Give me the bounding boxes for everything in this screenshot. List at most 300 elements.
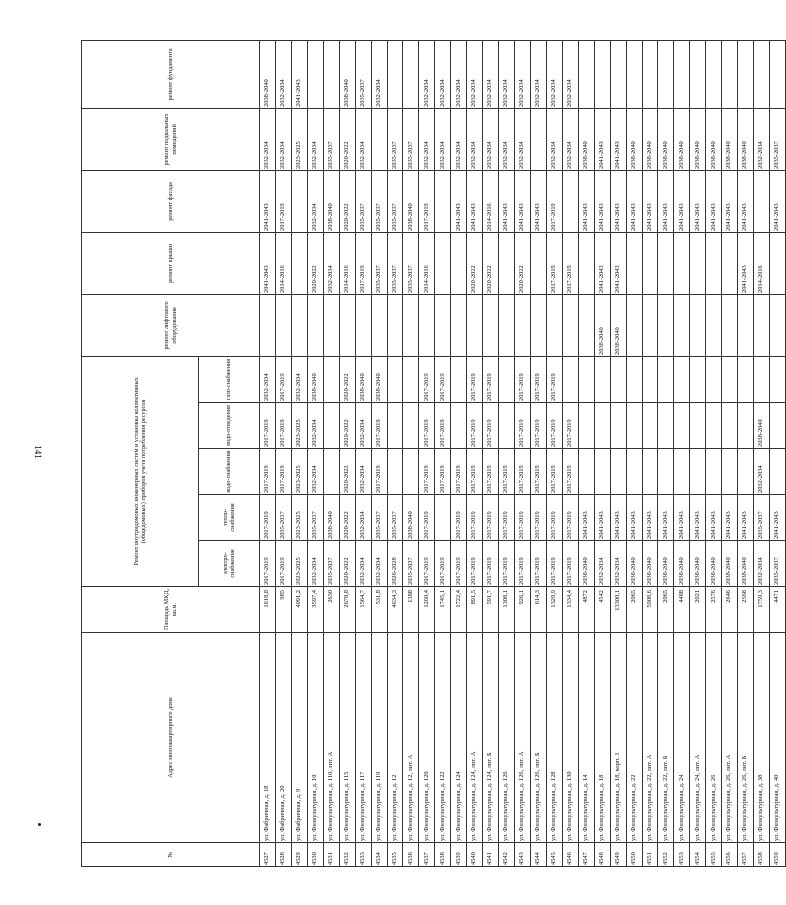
table-row <box>738 40 754 866</box>
cell-area: 591,7 <box>483 587 499 633</box>
table-row <box>578 40 594 866</box>
cell-electric: 2032-2034 <box>307 541 323 587</box>
cell-foundation: 2032-2034 <box>371 40 387 108</box>
cell-facade: 2038-2040 <box>323 170 339 232</box>
cell-num: 4531 <box>323 843 339 867</box>
cell-sewer <box>674 403 690 449</box>
cell-heat: 2041-2043 <box>626 495 642 541</box>
cell-gas: 2032-2034 <box>260 356 276 402</box>
cell-basement: 2038-2040 <box>690 108 706 170</box>
cell-foundation: 2032-2034 <box>275 40 291 108</box>
cell-roof: 2017-2019 <box>562 232 578 294</box>
cell-num: 4546 <box>562 843 578 867</box>
cell-sewer: 2017-2019 <box>260 403 276 449</box>
cell-foundation <box>706 40 722 108</box>
cell-heat: 2023-2025 <box>291 495 307 541</box>
cell-heat: 2038-2040 <box>323 495 339 541</box>
cell-sewer: 2017-2019 <box>546 403 562 449</box>
cell-electric: 2035-2037 <box>403 541 419 587</box>
cell-foundation: 2032-2034 <box>546 40 562 108</box>
cell-basement: 2038-2040 <box>658 108 674 170</box>
table-row <box>451 40 467 866</box>
cell-area: 1564,7 <box>355 587 371 633</box>
cell-address: ул. Физкультурная, д. 24 <box>674 633 690 843</box>
cell-facade: 2017-2019 <box>419 170 435 232</box>
cell-elevator <box>515 294 531 356</box>
cell-facade: 2014-2016 <box>483 170 499 232</box>
cell-foundation <box>658 40 674 108</box>
cell-num: 4545 <box>546 843 562 867</box>
cell-electric: 2017-2019 <box>546 541 562 587</box>
cell-heat: 2035-2037 <box>307 495 323 541</box>
header-foundation: ремонт фундамента <box>82 40 260 108</box>
cell-facade: 2041-2043 <box>690 170 706 232</box>
cell-water <box>403 449 419 495</box>
cell-elevator <box>578 294 594 356</box>
cell-heat: 2041-2043 <box>722 495 738 541</box>
cell-roof <box>451 232 467 294</box>
cell-water: 2017-2019 <box>562 449 578 495</box>
cell-roof <box>435 232 451 294</box>
cell-num: 4543 <box>515 843 531 867</box>
cell-roof: 2041-2043 <box>260 232 276 294</box>
cell-heat: 2017-2019 <box>419 495 435 541</box>
cell-area: 13300,1 <box>610 587 626 633</box>
cell-num: 4532 <box>339 843 355 867</box>
cell-gas <box>323 356 339 402</box>
cell-heat: 2041-2043 <box>658 495 674 541</box>
cell-elevator <box>530 294 546 356</box>
cell-address: ул. Физкультурная, д. 22 <box>626 633 642 843</box>
cell-water: 2032-2034 <box>307 449 323 495</box>
cell-num: 4554 <box>690 843 706 867</box>
cell-facade: 2041-2043 <box>578 170 594 232</box>
bullet-mark <box>38 823 41 826</box>
cell-water <box>323 449 339 495</box>
cell-num: 4557 <box>738 843 754 867</box>
header-address: Адрес многоквартирного дома <box>82 633 260 843</box>
cell-gas <box>722 356 738 402</box>
cell-elevator <box>435 294 451 356</box>
cell-electric: 2017-2019 <box>467 541 483 587</box>
table-row <box>339 40 355 866</box>
cell-num: 4539 <box>451 843 467 867</box>
cell-address: ул. Фабричная, д. 18 <box>260 633 276 843</box>
cell-roof <box>530 232 546 294</box>
cell-heat: 2035-2037 <box>371 495 387 541</box>
cell-electric: 2035-2037 <box>323 541 339 587</box>
cell-elevator <box>339 294 355 356</box>
table-row <box>690 40 706 866</box>
cell-num: 4541 <box>483 843 499 867</box>
cell-facade: 2035-2037 <box>371 170 387 232</box>
cell-elevator <box>355 294 371 356</box>
cell-gas <box>626 356 642 402</box>
cell-basement: 2035-2037 <box>770 108 786 170</box>
cell-electric: 2038-2040 <box>578 541 594 587</box>
cell-elevator <box>483 294 499 356</box>
header-facade: ремонт фасада <box>82 170 260 232</box>
cell-area: 2568 <box>738 587 754 633</box>
cell-heat: 2017-2019 <box>515 495 531 541</box>
cell-elevator <box>291 294 307 356</box>
cell-area: 4471 <box>770 587 786 633</box>
cell-water <box>738 449 754 495</box>
cell-gas <box>578 356 594 402</box>
cell-roof <box>722 232 738 294</box>
cell-sewer <box>451 403 467 449</box>
cell-roof <box>578 232 594 294</box>
table-body <box>260 40 786 866</box>
cell-electric: 2032-2034 <box>754 541 770 587</box>
cell-gas: 2020-2022 <box>339 356 355 402</box>
header-num: № <box>82 843 260 867</box>
table-row <box>610 40 626 866</box>
cell-elevator <box>403 294 419 356</box>
cell-foundation: 2032-2034 <box>562 40 578 108</box>
cell-foundation: 2032-2034 <box>483 40 499 108</box>
cell-num: 4547 <box>578 843 594 867</box>
cell-basement: 2023-2025 <box>291 108 307 170</box>
cell-sewer <box>594 403 610 449</box>
table-row <box>594 40 610 866</box>
cell-electric: 2017-2019 <box>275 541 291 587</box>
cell-address: ул. Физкультурная, д. 12 <box>387 633 403 843</box>
cell-sewer <box>706 403 722 449</box>
cell-sewer: 2023-2025 <box>291 403 307 449</box>
cell-roof: 2041-2043 <box>738 232 754 294</box>
cell-roof <box>642 232 658 294</box>
table-row <box>467 40 483 866</box>
cell-area: 2065 <box>658 587 674 633</box>
table-row <box>275 40 291 866</box>
cell-area: 1759,3 <box>754 587 770 633</box>
cell-sewer <box>690 403 706 449</box>
cell-heat: 2041-2043 <box>690 495 706 541</box>
cell-foundation <box>610 40 626 108</box>
cell-address: ул. Физкультурная, д. 110, лит. А <box>323 633 339 843</box>
cell-elevator <box>371 294 387 356</box>
cell-water <box>594 449 610 495</box>
cell-gas: 2017-2019 <box>515 356 531 402</box>
cell-water: 2017-2019 <box>451 449 467 495</box>
cell-sewer <box>722 403 738 449</box>
cell-elevator <box>260 294 276 356</box>
cell-elevator <box>658 294 674 356</box>
cell-roof: 2020-2022 <box>467 232 483 294</box>
cell-roof: 2041-2043 <box>610 232 626 294</box>
cell-gas: 2017-2019 <box>275 356 291 402</box>
cell-facade: 2041-2043 <box>610 170 626 232</box>
cell-elevator <box>546 294 562 356</box>
cell-gas: 2017-2019 <box>435 356 451 402</box>
cell-heat: 2035-2037 <box>754 495 770 541</box>
cell-water: 2017-2019 <box>499 449 515 495</box>
page-number: 141 <box>32 445 43 459</box>
cell-water: 2020-2022 <box>339 449 355 495</box>
cell-address: ул. Фабричная, д. 20 <box>275 633 291 843</box>
cell-basement: 2020-2022 <box>339 108 355 170</box>
cell-area: 4634,3 <box>387 587 403 633</box>
cell-electric: 2038-2040 <box>738 541 754 587</box>
cell-sewer: 2017-2019 <box>530 403 546 449</box>
cell-sewer: 2017-2019 <box>435 403 451 449</box>
cell-elevator <box>451 294 467 356</box>
table-row <box>323 40 339 866</box>
cell-foundation <box>594 40 610 108</box>
cell-elevator <box>722 294 738 356</box>
cell-sewer <box>626 403 642 449</box>
cell-roof <box>658 232 674 294</box>
cell-num: 4558 <box>754 843 770 867</box>
cell-area: 531,8 <box>371 587 387 633</box>
cell-roof: 2014-2016 <box>419 232 435 294</box>
cell-gas: 2017-2019 <box>530 356 546 402</box>
cell-foundation: 2032-2034 <box>499 40 515 108</box>
cell-sewer: 2017-2019 <box>275 403 291 449</box>
cell-basement: 2035-2037 <box>323 108 339 170</box>
table-row <box>419 40 435 866</box>
cell-basement: 2032-2034 <box>451 108 467 170</box>
cell-sewer <box>738 403 754 449</box>
table-row <box>403 40 419 866</box>
cell-gas <box>387 356 403 402</box>
cell-electric: 2017-2019 <box>451 541 467 587</box>
cell-basement: 2032-2034 <box>515 108 531 170</box>
cell-roof: 2035-2037 <box>387 232 403 294</box>
cell-num: 4529 <box>291 843 307 867</box>
cell-water: 2017-2019 <box>371 449 387 495</box>
cell-facade: 2041-2043 <box>451 170 467 232</box>
cell-gas <box>499 356 515 402</box>
cell-num: 4548 <box>594 843 610 867</box>
cell-gas: 2038-2040 <box>371 356 387 402</box>
cell-foundation <box>690 40 706 108</box>
cell-electric: 2038-2040 <box>706 541 722 587</box>
cell-foundation <box>403 40 419 108</box>
table-row <box>674 40 690 866</box>
cell-gas: 2017-2019 <box>419 356 435 402</box>
cell-address: ул. Физкультурная, д. 119 <box>371 633 387 843</box>
cell-area: 1722,4 <box>451 587 467 633</box>
cell-address: ул. Физкультурная, д. 115 <box>339 633 355 843</box>
cell-gas <box>706 356 722 402</box>
cell-num: 4537 <box>419 843 435 867</box>
cell-sewer: 2017-2019 <box>467 403 483 449</box>
cell-sewer <box>610 403 626 449</box>
cell-electric: 2038-2040 <box>626 541 642 587</box>
cell-foundation <box>626 40 642 108</box>
header-sewer: водо-отведения <box>199 403 260 449</box>
cell-num: 4552 <box>658 843 674 867</box>
cell-sewer: 2017-2019 <box>371 403 387 449</box>
cell-heat: 2017-2019 <box>530 495 546 541</box>
cell-area: 985 <box>275 587 291 633</box>
cell-sewer: 2020-2022 <box>339 403 355 449</box>
table-row <box>658 40 674 866</box>
header-elevator: ремонт лифтового оборудования <box>82 294 260 356</box>
cell-basement: 2038-2040 <box>722 108 738 170</box>
cell-heat: 2035-2037 <box>275 495 291 541</box>
cell-sewer <box>499 403 515 449</box>
table-row <box>770 40 786 866</box>
cell-num: 4555 <box>706 843 722 867</box>
cell-basement: 2032-2034 <box>546 108 562 170</box>
table-row <box>515 40 531 866</box>
cell-num: 4550 <box>626 843 642 867</box>
cell-foundation: 2032-2034 <box>467 40 483 108</box>
cell-num: 4553 <box>674 843 690 867</box>
cell-basement: 2041-2043 <box>594 108 610 170</box>
cell-water: 2017-2019 <box>546 449 562 495</box>
cell-gas <box>658 356 674 402</box>
cell-num: 4556 <box>722 843 738 867</box>
table-row <box>291 40 307 866</box>
table-row <box>562 40 578 866</box>
table-row <box>355 40 371 866</box>
table-row <box>499 40 515 866</box>
cell-area: 5908,6 <box>642 587 658 633</box>
cell-facade: 2017-2019 <box>275 170 291 232</box>
cell-water: 2017-2019 <box>260 449 276 495</box>
cell-elevator <box>754 294 770 356</box>
cell-foundation <box>738 40 754 108</box>
cell-gas <box>754 356 770 402</box>
cell-area: 3597,4 <box>307 587 323 633</box>
cell-gas: 2017-2019 <box>546 356 562 402</box>
cell-sewer <box>642 403 658 449</box>
cell-water <box>706 449 722 495</box>
table-row <box>754 40 770 866</box>
cell-basement: 2035-2037 <box>387 108 403 170</box>
cell-facade: 2041-2043 <box>467 170 483 232</box>
cell-water: 2017-2019 <box>419 449 435 495</box>
cell-foundation <box>770 40 786 108</box>
cell-facade: 2041-2043 <box>530 170 546 232</box>
cell-electric: 2017-2019 <box>419 541 435 587</box>
cell-foundation <box>642 40 658 108</box>
cell-basement: 2038-2040 <box>738 108 754 170</box>
cell-gas <box>594 356 610 402</box>
cell-roof: 2035-2037 <box>371 232 387 294</box>
cell-roof <box>690 232 706 294</box>
cell-gas <box>451 356 467 402</box>
cell-heat: 2041-2043 <box>610 495 626 541</box>
cell-facade: 2041-2043 <box>674 170 690 232</box>
cell-basement: 2038-2040 <box>642 108 658 170</box>
cell-address: ул. Физкультурная, д. 26, лит. Б <box>738 633 754 843</box>
cell-facade: 2041-2043 <box>642 170 658 232</box>
cell-foundation: 2038-2040 <box>260 40 276 108</box>
cell-facade: 2041-2043 <box>706 170 722 232</box>
cell-roof: 2017-2019 <box>546 232 562 294</box>
cell-gas <box>403 356 419 402</box>
cell-heat: 2041-2043 <box>738 495 754 541</box>
cell-elevator <box>323 294 339 356</box>
cell-num: 4544 <box>530 843 546 867</box>
cell-gas: 2017-2019 <box>483 356 499 402</box>
cell-roof <box>626 232 642 294</box>
header-heat: тепло-снабжения <box>199 495 260 541</box>
cell-num: 4530 <box>307 843 323 867</box>
cell-num: 4559 <box>770 843 786 867</box>
cell-electric: 2020-2022 <box>339 541 355 587</box>
cell-heat: 2017-2019 <box>499 495 515 541</box>
cell-electric: 2017-2019 <box>530 541 546 587</box>
cell-area: 2576 <box>706 587 722 633</box>
cell-electric: 2032-2034 <box>371 541 387 587</box>
cell-roof: 2041-2043 <box>594 232 610 294</box>
cell-foundation <box>722 40 738 108</box>
table-row <box>307 40 323 866</box>
cell-num: 4533 <box>355 843 371 867</box>
cell-sewer <box>387 403 403 449</box>
cell-electric: 2017-2019 <box>483 541 499 587</box>
header-gas: газо-снабжения <box>199 356 260 402</box>
cell-area: 4542 <box>594 587 610 633</box>
cell-gas <box>738 356 754 402</box>
cell-area: 614,3 <box>530 587 546 633</box>
cell-basement: 2032-2034 <box>435 108 451 170</box>
cell-foundation <box>754 40 770 108</box>
cell-address: ул. Физкультурная, д. 126 <box>499 633 515 843</box>
table-row <box>642 40 658 866</box>
cell-water <box>578 449 594 495</box>
cell-foundation: 2032-2034 <box>451 40 467 108</box>
cell-foundation: 2035-2037 <box>355 40 371 108</box>
cell-area: 4091,2 <box>291 587 307 633</box>
cell-elevator <box>626 294 642 356</box>
cell-num: 4542 <box>499 843 515 867</box>
cell-sewer: 2038-2040 <box>754 403 770 449</box>
cell-roof: 2014-2016 <box>275 232 291 294</box>
cell-address: ул. Физкультурная, д. 124, лит. А <box>467 633 483 843</box>
cell-heat: 2017-2019 <box>546 495 562 541</box>
cell-water: 2032-2034 <box>754 449 770 495</box>
cell-address: ул. Физкультурная, д. 122 <box>435 633 451 843</box>
cell-num: 4528 <box>275 843 291 867</box>
cell-foundation: 2032-2034 <box>515 40 531 108</box>
cell-heat: 2017-2019 <box>451 495 467 541</box>
cell-heat: 2017-2019 <box>260 495 276 541</box>
cell-water: 2017-2019 <box>483 449 499 495</box>
cell-facade <box>562 170 578 232</box>
cell-basement: 2032-2034 <box>260 108 276 170</box>
cell-water <box>610 449 626 495</box>
cell-address: ул. Физкультурная, д. 26, лит. А <box>722 633 738 843</box>
cell-foundation <box>674 40 690 108</box>
cell-roof <box>499 232 515 294</box>
cell-basement: 2038-2040 <box>674 108 690 170</box>
cell-roof: 2020-2022 <box>515 232 531 294</box>
cell-electric: 2032-2034 <box>355 541 371 587</box>
cell-num: 4551 <box>642 843 658 867</box>
cell-address: ул. Физкультурная, д. 24, лит. А <box>690 633 706 843</box>
cell-gas: 2017-2019 <box>467 356 483 402</box>
cell-gas <box>642 356 658 402</box>
cell-sewer <box>578 403 594 449</box>
cell-area: 2678,8 <box>339 587 355 633</box>
cell-area: 1329,9 <box>546 587 562 633</box>
cell-electric: 2038-2040 <box>674 541 690 587</box>
cell-basement: 2038-2040 <box>626 108 642 170</box>
cell-address: ул. Физкультурная, д. 124 <box>451 633 467 843</box>
table-row <box>530 40 546 866</box>
table-row <box>387 40 403 866</box>
cell-sewer: 2032-2034 <box>355 403 371 449</box>
cell-area: 4488 <box>674 587 690 633</box>
cell-water: 2023-2025 <box>291 449 307 495</box>
